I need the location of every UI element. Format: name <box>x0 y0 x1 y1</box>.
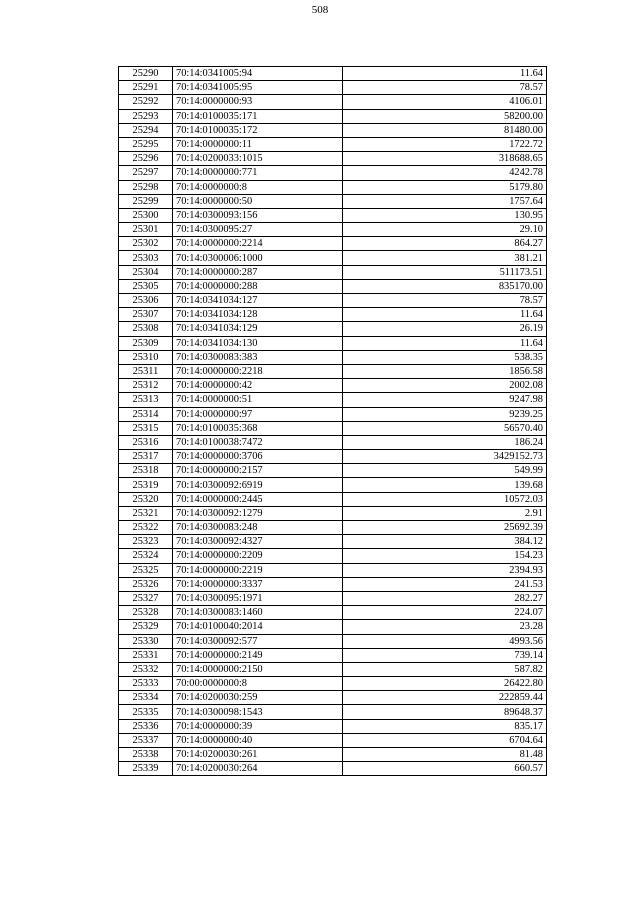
page-number: 508 <box>311 4 329 16</box>
cadastral-value: 9247.98 <box>343 393 547 407</box>
cadastral-value: 1856.58 <box>343 364 547 378</box>
cadastral-number: 70:14:0100040:2014 <box>173 620 343 634</box>
row-number: 25296 <box>119 152 173 166</box>
cadastral-number: 70:14:0000000:8 <box>173 180 343 194</box>
table-row <box>119 549 547 563</box>
table-row <box>119 237 547 251</box>
cadastral-number: 70:14:0000000:2157 <box>173 464 343 478</box>
row-number: 25328 <box>119 606 173 620</box>
cadastral-number: 70:14:0300093:156 <box>173 208 343 222</box>
cadastral-value: 2.91 <box>343 506 547 520</box>
row-number: 25299 <box>119 194 173 208</box>
table-row <box>119 748 547 762</box>
row-number: 25324 <box>119 549 173 563</box>
cadastral-number: 70:14:0300083:1460 <box>173 606 343 620</box>
cadastral-number: 70:14:0100038:7472 <box>173 435 343 449</box>
row-number: 25327 <box>119 591 173 605</box>
row-number: 25335 <box>119 705 173 719</box>
row-number: 25306 <box>119 294 173 308</box>
row-number: 25325 <box>119 563 173 577</box>
row-number: 25336 <box>119 719 173 733</box>
cadastral-number: 70:14:0000000:11 <box>173 137 343 151</box>
cadastral-value: 11.64 <box>343 67 547 81</box>
cadastral-number: 70:14:0341005:95 <box>173 81 343 95</box>
cadastral-number: 70:14:0000000:42 <box>173 379 343 393</box>
row-number: 25313 <box>119 393 173 407</box>
cadastral-number: 70:14:0000000:97 <box>173 407 343 421</box>
table-row <box>119 279 547 293</box>
row-number: 25301 <box>119 223 173 237</box>
cadastral-number: 70:14:0341034:128 <box>173 308 343 322</box>
row-number: 25314 <box>119 407 173 421</box>
cadastral-value: 186.24 <box>343 435 547 449</box>
table-row <box>119 152 547 166</box>
cadastral-number: 70:14:0341034:127 <box>173 294 343 308</box>
cadastral-number: 70:14:0300092:577 <box>173 634 343 648</box>
row-number: 25326 <box>119 577 173 591</box>
cadastral-number: 70:14:0000000:2219 <box>173 563 343 577</box>
table-row <box>119 208 547 222</box>
cadastral-number: 70:14:0000000:2214 <box>173 237 343 251</box>
cadastral-number: 70:14:0100035:368 <box>173 421 343 435</box>
table-row <box>119 294 547 308</box>
table-row <box>119 393 547 407</box>
cadastral-value: 241.53 <box>343 577 547 591</box>
row-number: 25297 <box>119 166 173 180</box>
cadastral-value: 835170.00 <box>343 279 547 293</box>
cadastral-number: 70:14:0000000:2218 <box>173 364 343 378</box>
cadastral-value: 4993.56 <box>343 634 547 648</box>
cadastral-value: 26.19 <box>343 322 547 336</box>
cadastral-number: 70:14:0000000:2209 <box>173 549 343 563</box>
cadastral-number: 70:14:0000000:51 <box>173 393 343 407</box>
row-number: 25323 <box>119 535 173 549</box>
table-row <box>119 166 547 180</box>
cadastral-number: 70:14:0000000:50 <box>173 194 343 208</box>
cadastral-number: 70:14:0300083:248 <box>173 521 343 535</box>
row-number: 25321 <box>119 506 173 520</box>
row-number: 25337 <box>119 733 173 747</box>
table-row <box>119 223 547 237</box>
row-number: 25292 <box>119 95 173 109</box>
cadastral-number: 70:14:0300092:6919 <box>173 478 343 492</box>
cadastral-value: 5179.80 <box>343 180 547 194</box>
table-row <box>119 762 547 776</box>
row-number: 25338 <box>119 748 173 762</box>
cadastral-value: 282.27 <box>343 591 547 605</box>
row-number: 25298 <box>119 180 173 194</box>
table-row <box>119 67 547 81</box>
table-row <box>119 81 547 95</box>
cadastral-number: 70:14:0200033:1015 <box>173 152 343 166</box>
table-row <box>119 194 547 208</box>
table-row <box>119 521 547 535</box>
cadastral-value: 318688.65 <box>343 152 547 166</box>
row-number: 25302 <box>119 237 173 251</box>
row-number: 25310 <box>119 350 173 364</box>
table-row <box>119 450 547 464</box>
table-row <box>119 506 547 520</box>
cadastral-value: 549.99 <box>343 464 547 478</box>
row-number: 25295 <box>119 137 173 151</box>
cadastral-number: 70:14:0000000:3706 <box>173 450 343 464</box>
cadastral-value: 538.35 <box>343 350 547 364</box>
cadastral-value: 11.64 <box>343 336 547 350</box>
table-row <box>119 435 547 449</box>
cadastral-number: 70:14:0000000:40 <box>173 733 343 747</box>
table-row <box>119 322 547 336</box>
table-row <box>119 492 547 506</box>
table-row <box>119 379 547 393</box>
cadastral-number: 70:14:0000000:2149 <box>173 648 343 662</box>
cadastral-value: 835.17 <box>343 719 547 733</box>
row-number: 25304 <box>119 265 173 279</box>
row-number: 25311 <box>119 364 173 378</box>
table-row <box>119 634 547 648</box>
table-row <box>119 336 547 350</box>
table-row <box>119 563 547 577</box>
cadastral-value: 381.21 <box>343 251 547 265</box>
cadastral-number: 70:14:0000000:288 <box>173 279 343 293</box>
cadastral-number: 70:14:0200030:259 <box>173 691 343 705</box>
row-number: 25308 <box>119 322 173 336</box>
cadastral-value: 23.28 <box>343 620 547 634</box>
table-row <box>119 95 547 109</box>
row-number: 25322 <box>119 521 173 535</box>
cadastral-value: 4242.78 <box>343 166 547 180</box>
cadastral-value: 6704.64 <box>343 733 547 747</box>
table-row <box>119 407 547 421</box>
cadastral-value: 2002.08 <box>343 379 547 393</box>
row-number: 25294 <box>119 123 173 137</box>
cadastral-value: 660.57 <box>343 762 547 776</box>
cadastral-number: 70:14:0300083:383 <box>173 350 343 364</box>
cadastral-value: 78.57 <box>343 294 547 308</box>
row-number: 25290 <box>119 67 173 81</box>
table-row <box>119 109 547 123</box>
table-row <box>119 733 547 747</box>
cadastral-value: 384.12 <box>343 535 547 549</box>
table-row <box>119 308 547 322</box>
row-number: 25315 <box>119 421 173 435</box>
row-number: 25331 <box>119 648 173 662</box>
table-row <box>119 123 547 137</box>
cadastral-value-table <box>118 66 547 776</box>
cadastral-value: 26422.80 <box>343 677 547 691</box>
cadastral-value: 29.10 <box>343 223 547 237</box>
cadastral-value: 1757.64 <box>343 194 547 208</box>
table-row <box>119 677 547 691</box>
cadastral-number: 70:14:0000000:2150 <box>173 662 343 676</box>
table-row <box>119 421 547 435</box>
table-row <box>119 719 547 733</box>
cadastral-number: 70:14:0300006:1000 <box>173 251 343 265</box>
row-number: 25330 <box>119 634 173 648</box>
cadastral-number: 70:14:0100035:172 <box>173 123 343 137</box>
cadastral-number: 70:00:0000000:8 <box>173 677 343 691</box>
cadastral-value: 1722.72 <box>343 137 547 151</box>
cadastral-value: 222859.44 <box>343 691 547 705</box>
row-number: 25312 <box>119 379 173 393</box>
cadastral-number: 70:14:0341034:129 <box>173 322 343 336</box>
cadastral-value: 587.82 <box>343 662 547 676</box>
row-number: 25319 <box>119 478 173 492</box>
cadastral-number: 70:14:0000000:93 <box>173 95 343 109</box>
row-number: 25329 <box>119 620 173 634</box>
cadastral-value: 78.57 <box>343 81 547 95</box>
cadastral-value: 11.64 <box>343 308 547 322</box>
row-number: 25320 <box>119 492 173 506</box>
row-number: 25318 <box>119 464 173 478</box>
table-body <box>119 67 547 776</box>
row-number: 25316 <box>119 435 173 449</box>
cadastral-value: 511173.51 <box>343 265 547 279</box>
cadastral-number: 70:14:0300092:1279 <box>173 506 343 520</box>
cadastral-value: 10572.03 <box>343 492 547 506</box>
cadastral-number: 70:14:0000000:3337 <box>173 577 343 591</box>
row-number: 25291 <box>119 81 173 95</box>
cadastral-number: 70:14:0200030:261 <box>173 748 343 762</box>
row-number: 25333 <box>119 677 173 691</box>
cadastral-value: 864.27 <box>343 237 547 251</box>
cadastral-number: 70:14:0000000:39 <box>173 719 343 733</box>
cadastral-number: 70:14:0000000:771 <box>173 166 343 180</box>
table-row <box>119 364 547 378</box>
table-row <box>119 350 547 364</box>
row-number: 25309 <box>119 336 173 350</box>
cadastral-value: 25692.39 <box>343 521 547 535</box>
cadastral-number: 70:14:0300092:4327 <box>173 535 343 549</box>
row-number: 25317 <box>119 450 173 464</box>
cadastral-number: 70:14:0300095:27 <box>173 223 343 237</box>
row-number: 25303 <box>119 251 173 265</box>
cadastral-value: 2394.93 <box>343 563 547 577</box>
table-row <box>119 251 547 265</box>
cadastral-number: 70:14:0200030:264 <box>173 762 343 776</box>
cadastral-value: 9239.25 <box>343 407 547 421</box>
cadastral-value: 224.07 <box>343 606 547 620</box>
row-number: 25307 <box>119 308 173 322</box>
table-row <box>119 606 547 620</box>
table-row <box>119 591 547 605</box>
cadastral-value: 154.23 <box>343 549 547 563</box>
table-row <box>119 705 547 719</box>
cadastral-value: 58200.00 <box>343 109 547 123</box>
cadastral-value: 89648.37 <box>343 705 547 719</box>
row-number: 25293 <box>119 109 173 123</box>
cadastral-number: 70:14:0341005:94 <box>173 67 343 81</box>
cadastral-value: 139.68 <box>343 478 547 492</box>
cadastral-number: 70:14:0000000:2445 <box>173 492 343 506</box>
cadastral-number: 70:14:0100035:171 <box>173 109 343 123</box>
table-row <box>119 265 547 279</box>
cadastral-value: 81480.00 <box>343 123 547 137</box>
cadastral-number: 70:14:0341034:130 <box>173 336 343 350</box>
cadastral-value: 56570.40 <box>343 421 547 435</box>
row-number: 25300 <box>119 208 173 222</box>
table-row <box>119 648 547 662</box>
cadastral-value: 3429152.73 <box>343 450 547 464</box>
table-row <box>119 620 547 634</box>
cadastral-value: 81.48 <box>343 748 547 762</box>
table-row <box>119 577 547 591</box>
table-row <box>119 535 547 549</box>
cadastral-value: 130.95 <box>343 208 547 222</box>
cadastral-number: 70:14:0300098:1543 <box>173 705 343 719</box>
table-row <box>119 180 547 194</box>
row-number: 25305 <box>119 279 173 293</box>
table-row <box>119 137 547 151</box>
table-row <box>119 478 547 492</box>
cadastral-value: 739.14 <box>343 648 547 662</box>
row-number: 25332 <box>119 662 173 676</box>
table-row <box>119 662 547 676</box>
cadastral-number: 70:14:0000000:287 <box>173 265 343 279</box>
table-row <box>119 691 547 705</box>
row-number: 25334 <box>119 691 173 705</box>
cadastral-value: 4106.01 <box>343 95 547 109</box>
table-row <box>119 464 547 478</box>
cadastral-number: 70:14:0300095:1971 <box>173 591 343 605</box>
row-number: 25339 <box>119 762 173 776</box>
